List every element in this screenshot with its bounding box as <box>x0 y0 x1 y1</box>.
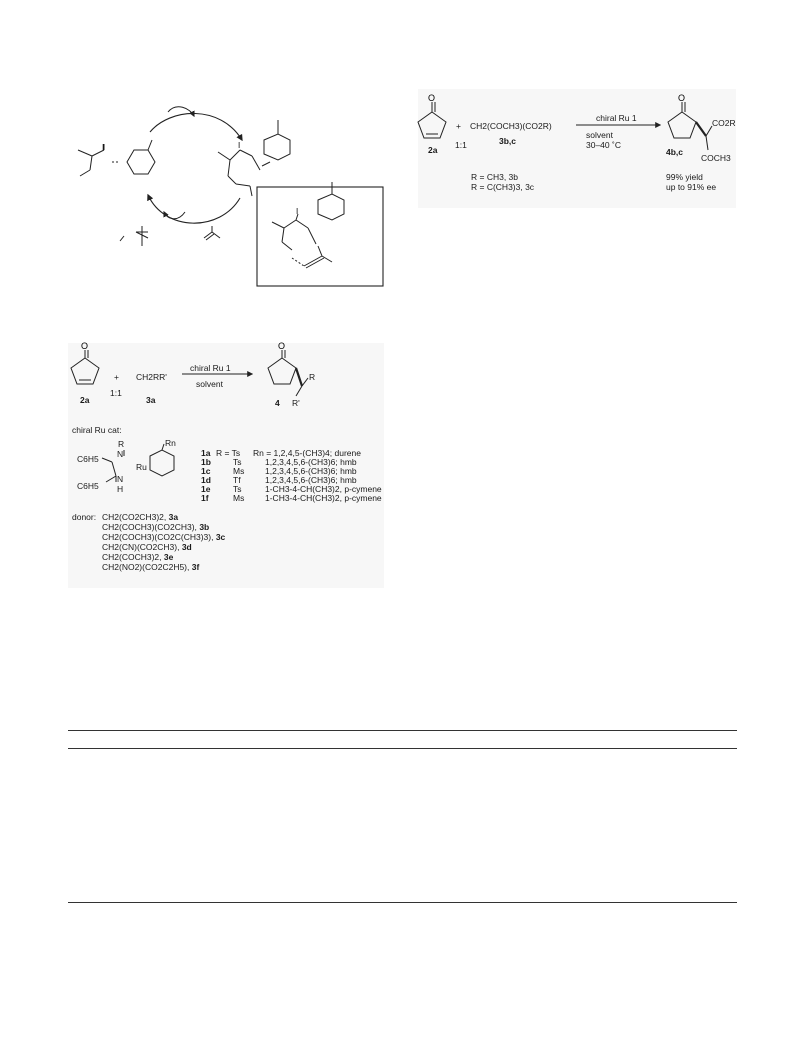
ee-label: up to 91% ee <box>666 182 717 192</box>
struct-H: H <box>117 484 124 494</box>
reagent-label: chiral Ru 1 <box>190 363 231 373</box>
donor-item: CH2(NO2)(CO2C2H5), 3f <box>102 562 200 572</box>
catalyst-Rn: Rn = 1,2,4,5-(CH3)4; durene <box>253 448 361 458</box>
catalyst-R: Ms <box>233 493 245 503</box>
svg-text:O: O <box>678 93 686 103</box>
atom-label: I <box>102 143 105 152</box>
catalyst-id: 1c <box>201 466 211 476</box>
solvent-label: solvent <box>196 379 223 389</box>
solvent-label: solvent <box>586 130 613 140</box>
plus-sign: + <box>114 372 119 382</box>
catalyst-Rn: 1,2,3,4,5,6-(CH3)6; hmb <box>265 457 357 467</box>
ratio-label: 1:1 <box>455 140 467 150</box>
table-rule-top <box>68 730 737 731</box>
product-R: R <box>309 372 316 382</box>
catalyst-id: 1b <box>201 457 211 467</box>
catalyst-Rn: 1,2,3,4,5,6-(CH3)6; hmb <box>265 475 357 485</box>
catalyst-Rn: 1-CH3-4-CH(CH3)2, p-cymene <box>265 484 382 494</box>
donor-heading: donor: <box>72 512 97 522</box>
product-acyl: COCH3 <box>701 153 731 163</box>
donor-formula: CH2RR' <box>136 372 167 382</box>
table-rule-bottom <box>68 902 737 903</box>
catalyst-id: 1d <box>201 475 211 485</box>
struct-N-top: N <box>117 449 124 459</box>
reagent-label: chiral Ru 1 <box>596 113 637 123</box>
catalyst-Rn: 1-CH3-4-CH(CH3)2, p-cymene <box>265 493 382 503</box>
temperature-label: 30–40 ˚C <box>586 140 621 150</box>
r-definition-2: R = C(CH3)3, 3c <box>471 182 535 192</box>
product-label: 4b,c <box>666 147 684 157</box>
product-ester: CO2R <box>712 118 736 128</box>
catalyst-R: Tf <box>233 475 241 485</box>
enone-label: 2a <box>80 395 90 405</box>
enone-label: 2a <box>428 145 438 155</box>
struct-C6H5-bot: C6H5 <box>77 481 99 491</box>
struct-Rn: Rn <box>165 438 176 448</box>
catalyst-id: 1a <box>201 448 211 458</box>
catalyst-R: Ts <box>233 457 242 467</box>
donor-item: CH2(CO2CH3)2, 3a <box>102 512 179 522</box>
catalyst-R: R = Ts <box>216 448 241 458</box>
svg-text:O: O <box>428 93 436 103</box>
struct-R: R <box>118 439 125 449</box>
catalyst-id: 1f <box>201 493 209 503</box>
catalyst-id: 1e <box>201 484 211 494</box>
product-Rp: R' <box>292 398 300 408</box>
r-definition-1: R = CH3, 3b <box>471 172 519 182</box>
struct-Ru: Ru <box>136 462 147 472</box>
product-label: 4 <box>275 398 280 408</box>
yield-label: 99% yield <box>666 172 703 182</box>
donor-item: CH2(COCH3)2, 3e <box>102 552 174 562</box>
ratio-label: 1:1 <box>110 388 122 398</box>
table-rule-mid <box>68 748 737 749</box>
svg-text:O: O <box>81 341 89 351</box>
struct-N-bot: N <box>117 474 124 484</box>
catalyst-Rn: 1,2,3,4,5,6-(CH3)6; hmb <box>265 466 357 476</box>
catalyst-heading: chiral Ru cat: <box>72 425 122 435</box>
plus-sign: + <box>456 121 461 131</box>
donor-item: CH2(COCH3)(CO2CH3), 3b <box>102 522 210 532</box>
atom-label: I <box>238 141 241 150</box>
svg-text:O: O <box>278 341 286 351</box>
catalyst-R: Ms <box>233 466 245 476</box>
catalyst-R: Ts <box>233 484 242 494</box>
donor-item: CH2(COCH3)(CO2C(CH3)3), 3c <box>102 532 226 542</box>
donor-label: 3b,c <box>499 136 517 146</box>
donor-item: CH2(CN)(CO2CH3), 3d <box>102 542 192 552</box>
donor-label: 3a <box>146 395 156 405</box>
struct-C6H5-top: C6H5 <box>77 454 99 464</box>
donor-formula: CH2(COCH3)(CO2R) <box>470 121 552 131</box>
atom-label: I <box>296 207 299 216</box>
